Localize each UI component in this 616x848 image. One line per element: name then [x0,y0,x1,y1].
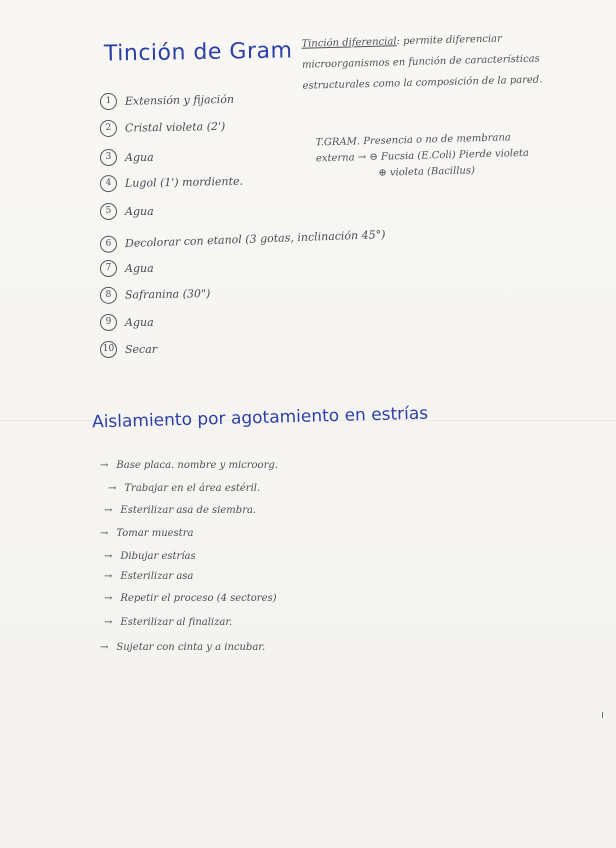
step-text: Esterilizar asa [120,571,194,582]
aislamiento-step [104,617,232,628]
gram-step [100,118,226,142]
step-text: Base placa. nombre y microorg. [116,460,278,471]
step-text: Esterilizar asa de siembra. [120,505,257,516]
step-text: Tomar muestra [116,528,194,539]
gram-step [100,173,243,197]
aislamiento-step [104,505,256,516]
gram-step [100,91,234,115]
gram-step [100,226,386,258]
gram-step [100,314,154,336]
step-number: 6 [100,235,118,253]
tgram-line: externa → ⊖ Fucsia (E.Coli) Pierde violeta [315,147,530,165]
note-text: : permite diferenciar microorganismos en función de características estructurales como la composición de la pared. [301,33,543,92]
arrow-icon: → [100,460,109,471]
gram-title: Tinción de Gram [103,38,293,67]
step-text: Agua [125,262,154,275]
step-number: 2 [100,120,117,137]
gram-step [100,285,211,309]
step-text: Safranina (30") [124,287,211,302]
note-label: Tinción diferencial [301,36,397,50]
tgram-line: T.GRAM. Presencia o no de membrana [315,132,511,149]
gram-step [100,149,154,171]
step-text: Repetir el proceso (4 sectores) [120,593,277,604]
gram-step [100,203,154,225]
step-number: 1 [100,93,117,110]
step-number: 7 [100,260,117,277]
arrow-icon: → [104,593,113,604]
step-number: 4 [100,175,117,192]
step-text: Cristal violeta (2') [124,119,226,135]
step-text: Secar [125,343,158,356]
aislamiento-title: Aislamiento por agotamiento en estrías [91,403,429,433]
edge-mark [602,712,603,718]
arrow-icon: → [104,551,113,562]
step-text: Trabajar en el área estéril. [124,483,261,494]
arrow-icon: → [108,483,117,494]
step-number: 3 [100,149,117,166]
gram-step [100,341,157,363]
step-text: Agua [125,151,154,164]
tgram-line: ⊕ violeta (Bacillus) [378,165,476,179]
step-number: 8 [100,287,117,304]
step-text: Sujetar con cinta y a incubar. [116,642,266,653]
step-text: Lugol (1') mordiente. [124,174,244,190]
arrow-icon: → [104,617,113,628]
arrow-icon: → [104,505,113,516]
gram-step [100,260,154,282]
step-text: Agua [125,205,154,218]
aislamiento-step [100,642,265,653]
step-text: Esterilizar al finalizar. [120,617,233,628]
step-text: Extensión y fijación [124,92,235,108]
step-number: 10 [100,341,117,358]
arrow-icon: → [100,528,109,539]
step-text: Agua [125,316,154,329]
gram-membrane-note [315,131,576,186]
aislamiento-step [100,528,193,539]
step-text: Decolorar con etanol (3 gotas, inclinación 45°) [124,228,386,251]
differential-stain-note [301,26,588,96]
aislamiento-step [104,571,193,582]
aislamiento-step [104,593,277,604]
aislamiento-step [104,551,196,562]
aislamiento-step [108,483,260,494]
arrow-icon: → [104,571,113,582]
arrow-icon: → [100,642,109,653]
step-number: 9 [100,314,117,331]
step-text: Dibujar estrías [120,551,196,562]
aislamiento-step [100,460,278,471]
step-number: 5 [100,203,117,220]
